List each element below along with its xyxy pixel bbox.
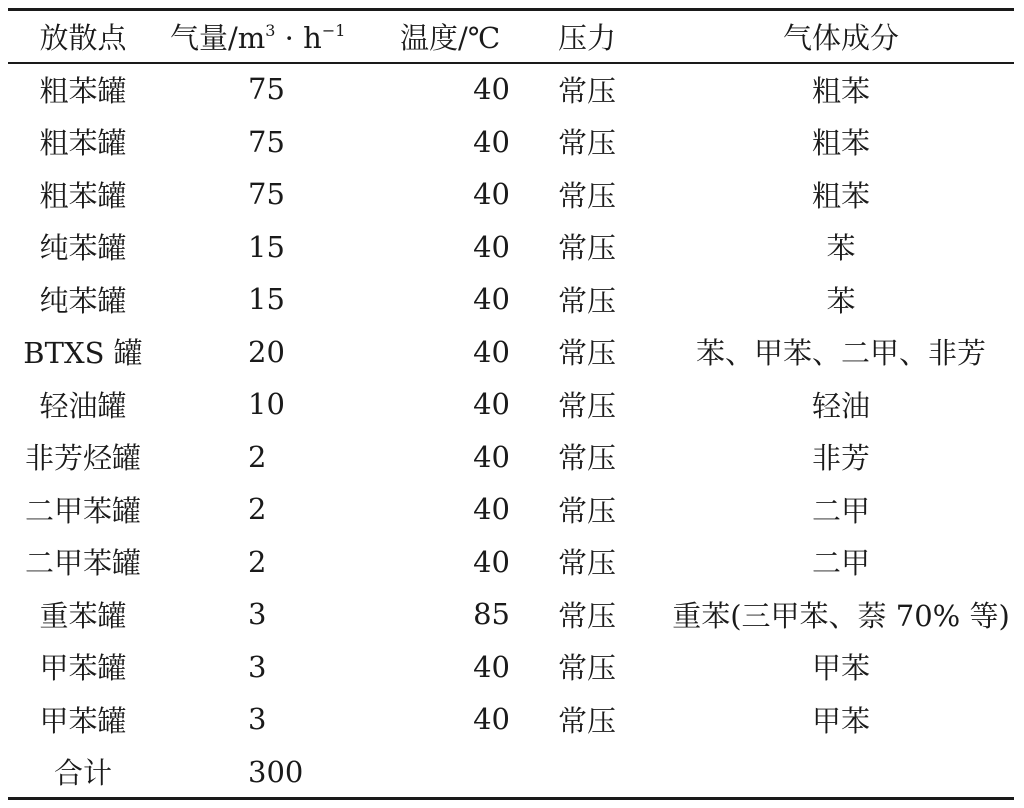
cell-pressure: 常压 <box>558 651 617 686</box>
cell-temp: 40 <box>473 649 510 684</box>
total-empty-pressure <box>554 746 668 799</box>
cell-pressure: 常压 <box>558 441 617 476</box>
cell-flow: 2 <box>248 492 267 527</box>
cell-temp: 40 <box>473 387 510 422</box>
table-row <box>8 116 1014 169</box>
header-point: 放散点 <box>39 21 127 55</box>
cell-pressure: 常压 <box>558 231 617 266</box>
cell-pressure: 常压 <box>558 598 617 633</box>
header-gas: 气体成分 <box>782 21 899 55</box>
table-row <box>8 483 1014 536</box>
table-row <box>8 273 1014 326</box>
cell-pressure: 常压 <box>558 336 617 371</box>
header-flow-sup2: −1 <box>321 21 346 40</box>
total-row <box>8 746 1014 799</box>
header-row <box>8 11 1014 62</box>
cell-point: BTXS 罐 <box>23 336 143 371</box>
cell-gas: 苯 <box>826 231 856 266</box>
cell-point: 纯苯罐 <box>39 283 127 318</box>
header-flow <box>158 11 400 62</box>
cell-pressure: 常压 <box>558 546 617 581</box>
cell-pressure: 常压 <box>558 283 617 318</box>
cell-flow: 75 <box>248 72 285 107</box>
cell-temp: 40 <box>473 72 510 107</box>
cell-gas: 粗苯 <box>811 178 870 213</box>
total-empty-gas <box>668 746 1014 799</box>
cell-point: 重苯罐 <box>39 598 127 633</box>
table-row <box>8 168 1014 221</box>
cell-flow: 3 <box>248 702 267 737</box>
cell-temp: 85 <box>473 597 510 632</box>
table-row <box>8 326 1014 379</box>
cell-gas: 非芳 <box>811 441 870 476</box>
cell-point: 纯苯罐 <box>39 231 127 266</box>
table-row <box>8 693 1014 746</box>
cell-temp: 40 <box>473 492 510 527</box>
cell-point: 甲苯罐 <box>39 651 127 686</box>
cell-pressure: 常压 <box>558 493 617 528</box>
cell-flow: 10 <box>248 387 285 422</box>
cell-flow: 2 <box>248 544 267 579</box>
cell-gas: 粗苯 <box>811 73 870 108</box>
cell-gas: 甲苯 <box>811 703 870 738</box>
cell-flow: 75 <box>248 177 285 212</box>
cell-temp: 40 <box>473 282 510 317</box>
cell-flow: 20 <box>248 334 285 369</box>
cell-temp: 40 <box>473 544 510 579</box>
cell-temp: 40 <box>473 334 510 369</box>
cell-point: 轻油罐 <box>39 388 127 423</box>
table-body <box>8 62 1014 798</box>
cell-gas: 轻油 <box>811 388 870 423</box>
cell-point: 粗苯罐 <box>39 73 127 108</box>
cell-gas: 二甲 <box>811 493 870 528</box>
cell-pressure: 常压 <box>558 73 617 108</box>
cell-point: 粗苯罐 <box>39 178 127 213</box>
cell-flow: 15 <box>248 229 285 264</box>
total-empty-temp <box>400 746 554 799</box>
cell-gas: 粗苯 <box>811 126 870 161</box>
header-flow-mid: · h <box>275 21 322 55</box>
cell-point: 二甲苯罐 <box>24 546 141 581</box>
table-row <box>8 378 1014 431</box>
cell-temp: 40 <box>473 439 510 474</box>
cell-flow: 3 <box>248 649 267 684</box>
cell-gas: 重苯(三甲苯、萘 70% 等) <box>672 598 1010 633</box>
cell-pressure: 常压 <box>558 178 617 213</box>
header-pressure: 压力 <box>558 21 617 55</box>
cell-temp: 40 <box>473 124 510 159</box>
cell-temp: 40 <box>473 177 510 212</box>
cell-point: 甲苯罐 <box>39 703 127 738</box>
cell-gas: 二甲 <box>811 546 870 581</box>
table-row <box>8 641 1014 694</box>
total-flow: 300 <box>248 754 304 789</box>
emission-table <box>8 11 1014 798</box>
table-row <box>8 536 1014 589</box>
cell-flow: 3 <box>248 597 267 632</box>
cell-point: 二甲苯罐 <box>24 493 141 528</box>
cell-gas: 苯 <box>826 283 856 318</box>
table-row <box>8 221 1014 274</box>
cell-pressure: 常压 <box>558 388 617 423</box>
cell-flow: 15 <box>248 282 285 317</box>
header-temp: 温度/℃ <box>400 21 501 55</box>
header-flow-sup1: 3 <box>265 21 276 40</box>
table-header <box>8 11 1014 62</box>
total-label: 合计 <box>53 756 112 791</box>
cell-flow: 2 <box>248 439 267 474</box>
table-row <box>8 588 1014 641</box>
table-row <box>8 431 1014 484</box>
cell-point: 非芳烃罐 <box>24 441 141 476</box>
table-row <box>8 62 1014 116</box>
cell-point: 粗苯罐 <box>39 126 127 161</box>
cell-flow: 75 <box>248 124 285 159</box>
cell-temp: 40 <box>473 229 510 264</box>
header-flow-main: 气量/m <box>170 21 266 55</box>
cell-pressure: 常压 <box>558 126 617 161</box>
cell-pressure: 常压 <box>558 703 617 738</box>
cell-gas: 甲苯 <box>811 651 870 686</box>
cell-temp: 40 <box>473 702 510 737</box>
cell-gas: 苯、甲苯、二甲、非芳 <box>695 336 986 371</box>
